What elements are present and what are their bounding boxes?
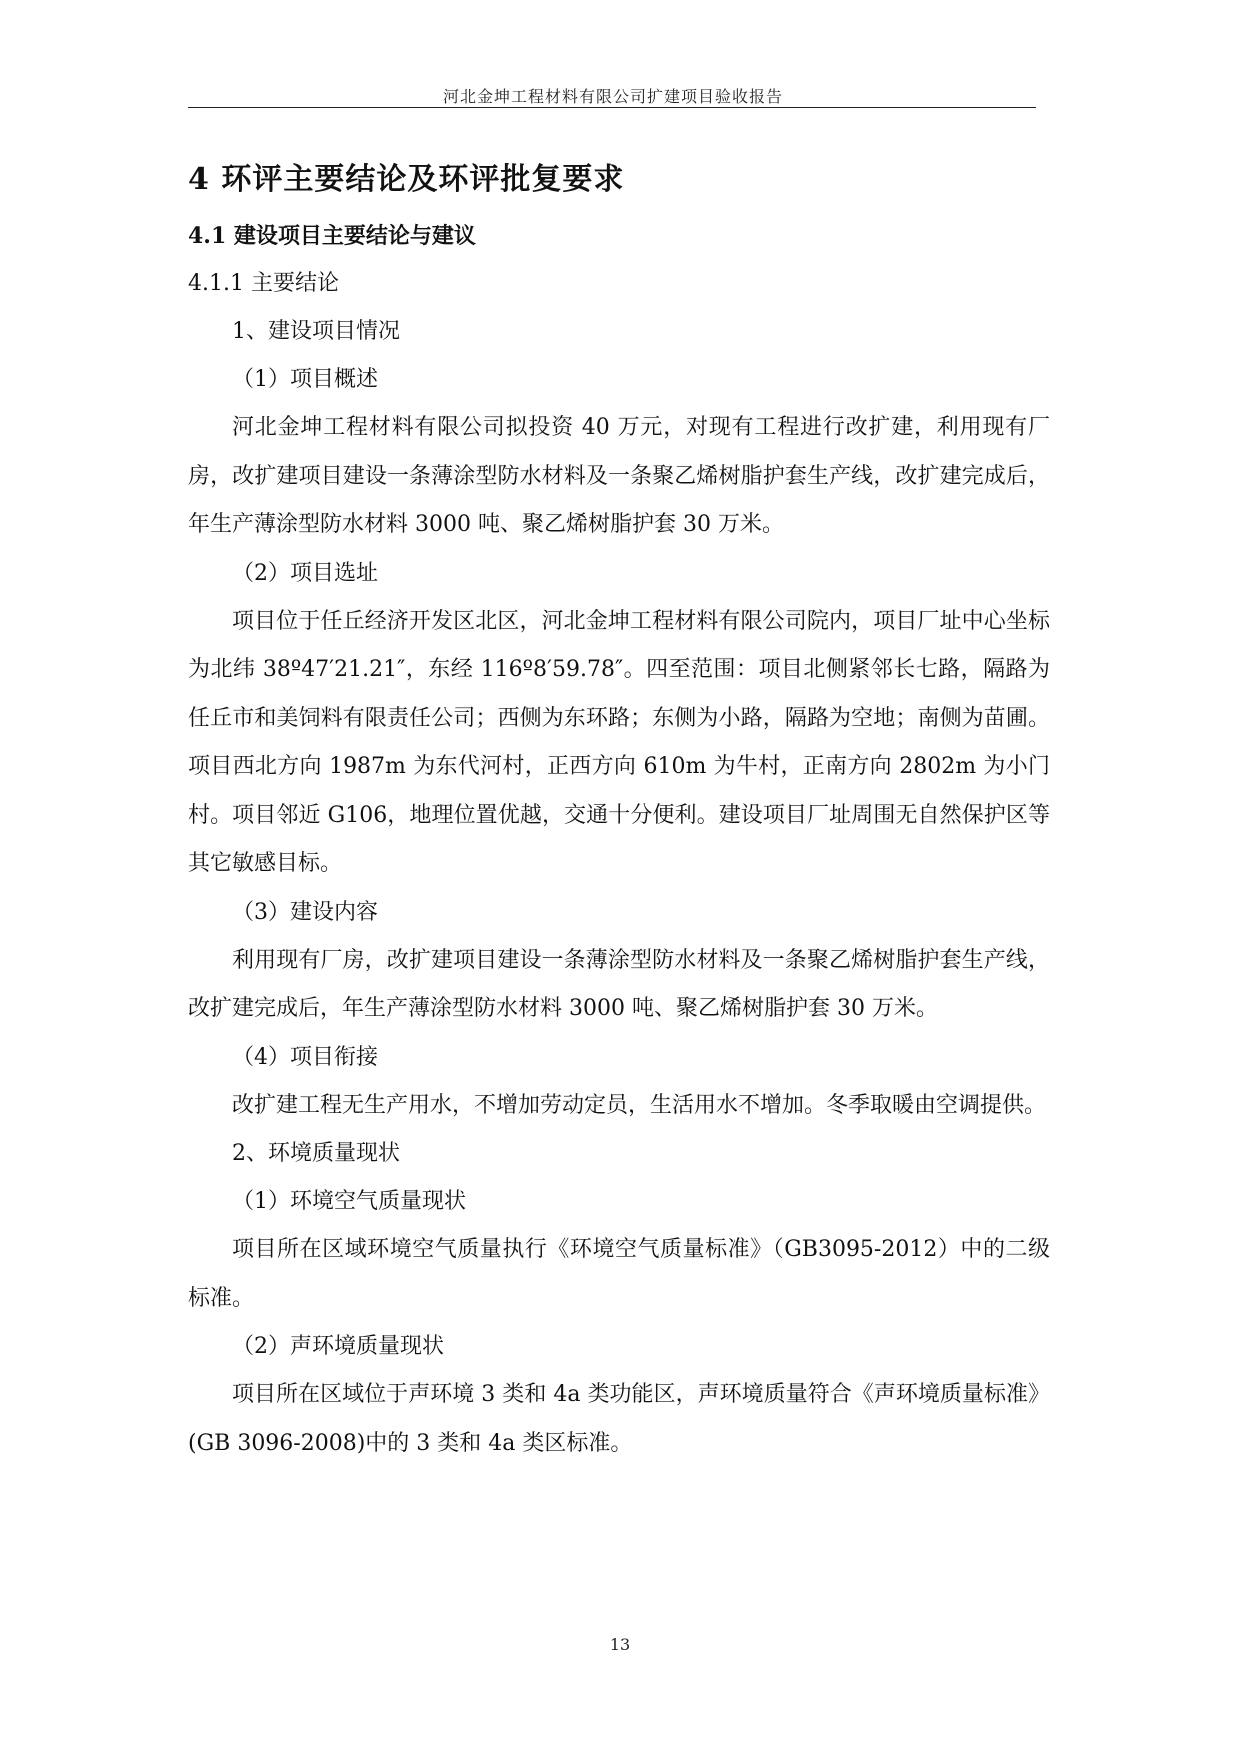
sub-item-heading: （1）项目概述 <box>232 367 378 392</box>
paragraph: 项目所在区域环境空气质量执行《环境空气质量标准》（GB3095-2012）中的二级标准。 <box>188 1237 1050 1311</box>
chapter-heading: 4 环评主要结论及环评批复要求 <box>188 162 625 197</box>
sub-item-heading: （3）建设内容 <box>232 899 378 925</box>
sub-item-heading: （2）声环境质量现状 <box>232 1334 444 1359</box>
paragraph: 项目位于任丘经济开发区北区，河北金坤工程材料有限公司院内，项目厂址中心坐标为北纬 38º47′21.21″，东经 116º8′59.78″。四至范围：项目北侧紧邻长七路，隔路为任丘市和美饲料有限责任公司；西侧为东环路；东侧为小路，隔路为空地；南侧为苗圃。项目西北方向 1987m 为东代河村，正西方向 610m 为牛村，正南方向 2802m 为小门村。项目邻近 G106，地理位置优越，交通十分便利。建设项目厂址周围无自然保护区等其它敏感目标。 <box>188 608 1050 876</box>
document-body <box>188 158 1050 1468</box>
paragraph: 项目所在区域位于声环境 3 类和 4a 类功能区，声环境质量符合《声环境质量标准》(GB 3096-2008)中的 3 类和 4a 类区标准。 <box>188 1382 1050 1456</box>
page-number: 13 <box>609 1635 631 1654</box>
sub-item-heading: （1）环境空气质量现状 <box>232 1189 466 1214</box>
paragraph: 河北金坤工程材料有限公司拟投资 40 万元，对现有工程进行改扩建，利用现有厂房，改扩建项目建设一条薄涂型防水材料及一条聚乙烯树脂护套生产线，改扩建完成后，年生产薄涂型防水材料 3000 吨、聚乙烯树脂护套 30 万米。 <box>188 415 1050 537</box>
header-divider <box>188 107 1036 108</box>
sub-item-heading: （4）项目衔接 <box>232 1044 378 1070</box>
section-heading: 4.1 建设项目主要结论与建议 <box>188 223 476 249</box>
subsection-heading: 4.1.1 主要结论 <box>188 271 339 296</box>
item-heading: 1、建设项目情况 <box>232 319 400 344</box>
page-header: 河北金坤工程材料有限公司扩建项目验收报告 <box>442 87 783 106</box>
paragraph: 利用现有厂房，改扩建项目建设一条薄涂型防水材料及一条聚乙烯树脂护套生产线，改扩建完成后，年生产薄涂型防水材料 3000 吨、聚乙烯树脂护套 30 万米。 <box>188 947 1050 1021</box>
paragraph: 改扩建工程无生产用水，不增加劳动定员，生活用水不增加。冬季取暖由空调提供。 <box>232 1092 1047 1118</box>
item-heading: 2、环境质量现状 <box>232 1141 400 1166</box>
sub-item-heading: （2）项目选址 <box>232 560 378 586</box>
